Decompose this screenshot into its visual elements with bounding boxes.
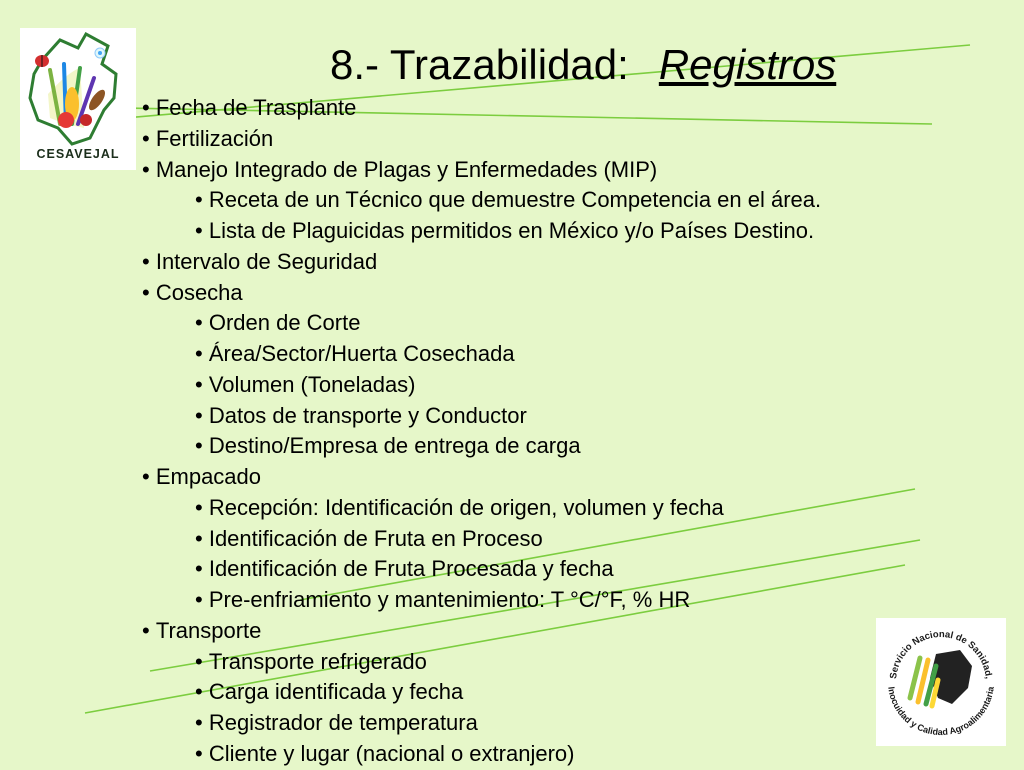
sub-bullet-item: • Destino/Empresa de entrega de carga — [142, 431, 821, 462]
sub-bullet-item: • Carga identificada y fecha — [142, 677, 821, 708]
sub-bullet-item: • Datos de transporte y Conductor — [142, 401, 821, 432]
sub-bullet-item: • Transporte refrigerado — [142, 647, 821, 678]
senasica-ring-bottom-text: Inocuidad y Calidad Agroalimentaria — [886, 685, 996, 738]
sub-bullet-item: • Área/Sector/Huerta Cosechada — [142, 339, 821, 370]
sub-bullet-item: • Registrador de temperatura — [142, 708, 821, 739]
sub-bullet-item: • Orden de Corte — [142, 308, 821, 339]
cesavejal-logo — [20, 28, 136, 170]
sub-bullet-item: • Pre-enfriamiento y mantenimiento: T °C/°F, % HR — [142, 585, 821, 616]
sub-bullet-item: • Identificación de Fruta en Proceso — [142, 524, 821, 555]
bullet-item: • Empacado — [142, 462, 821, 493]
sub-bullet-item: • Recepción: Identificación de origen, volumen y fecha — [142, 493, 821, 524]
bullet-item: • Transporte — [142, 616, 821, 647]
senasica-ring-top-text: Servicio Nacional de Sanidad, — [888, 628, 994, 680]
slide-title — [330, 40, 836, 90]
bullet-item: • Fertilización — [142, 124, 821, 155]
cesavejal-wordmark: CESAVEJAL — [36, 147, 120, 161]
sub-bullet-item: • Cliente y lugar (nacional o extranjero) — [142, 739, 821, 770]
bullet-item: • Manejo Integrado de Plagas y Enfermedades (MIP) — [142, 155, 821, 186]
bullet-item: • Intervalo de Seguridad — [142, 247, 821, 278]
title-emphasis: Registros — [658, 41, 837, 88]
sub-bullet-item: • Volumen (Toneladas) — [142, 370, 821, 401]
sub-bullet-item: • Receta de un Técnico que demuestre Competencia en el área. — [142, 185, 821, 216]
sub-bullet-item: • Identificación de Fruta Procesada y fecha — [142, 554, 821, 585]
bullet-item: • Cosecha — [142, 278, 821, 309]
title-number: 8.- Trazabilidad: — [330, 41, 629, 88]
bullet-list — [142, 93, 821, 770]
senasica-logo — [876, 618, 1006, 746]
sub-bullet-item: • Lista de Plaguicidas permitidos en México y/o Países Destino. — [142, 216, 821, 247]
bullet-item: • Fecha de Trasplante — [142, 93, 821, 124]
